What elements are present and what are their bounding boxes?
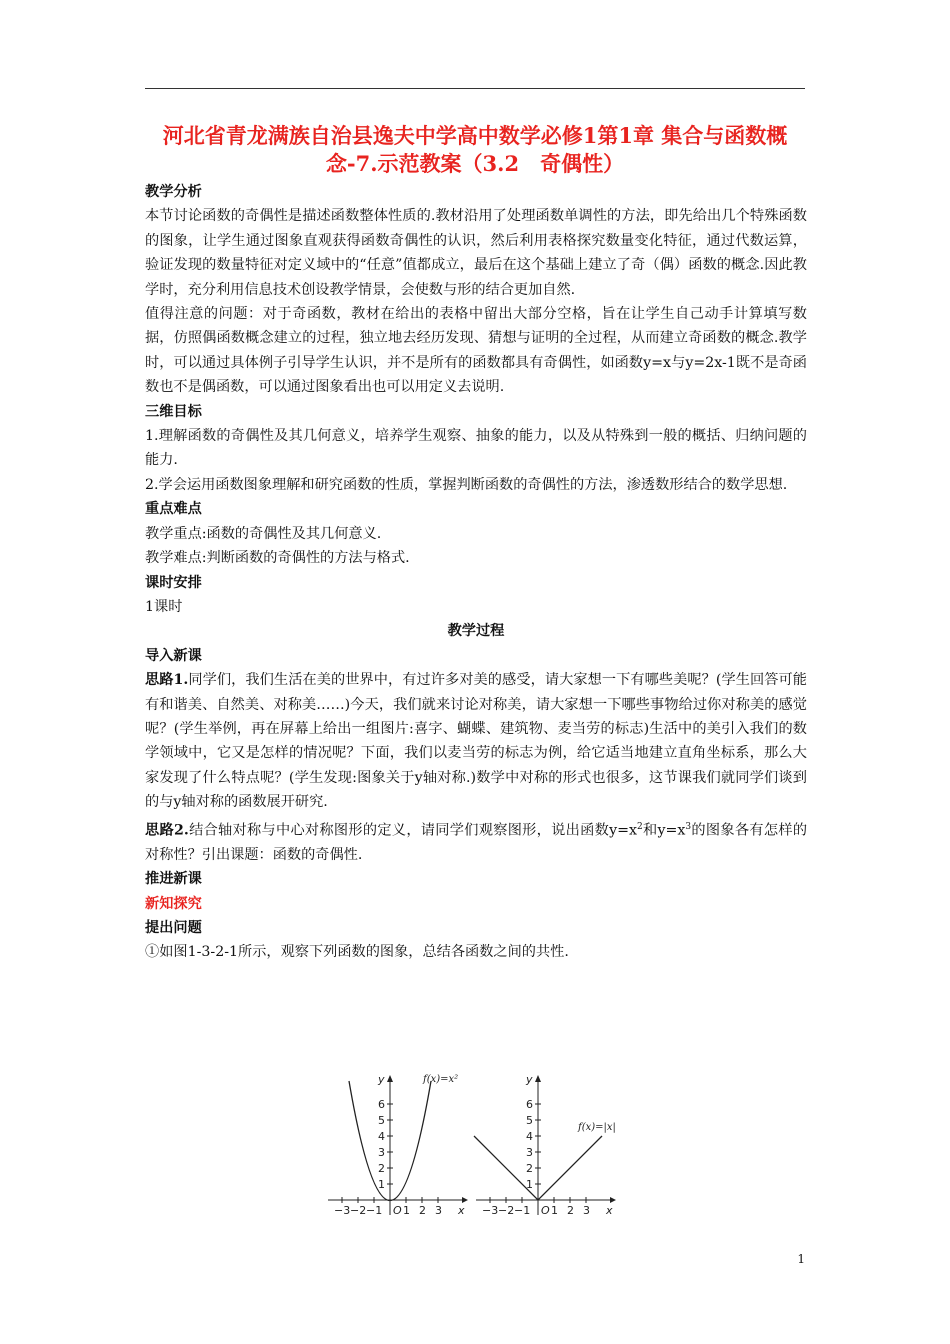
- x-axis-label: x: [606, 1204, 613, 1217]
- idea-2-text-mid: 和y=x: [642, 822, 686, 839]
- x-tick-label: 2: [567, 1204, 574, 1217]
- graph-left-label: f(x)=x²: [423, 1074, 459, 1085]
- idea-2-paragraph: [145, 815, 807, 868]
- section-heading-process: 教学过程: [447, 623, 505, 640]
- section-heading-key-points: 重点难点: [145, 501, 202, 518]
- x-tick-label: 1: [403, 1204, 410, 1217]
- x-tick-label: −1: [366, 1204, 383, 1217]
- x-tick-label: 1: [551, 1204, 558, 1217]
- y-tick-label: 2: [526, 1162, 533, 1175]
- question-1: ①如图1-3-2-1所示，观察下列函数的图象，总结各函数之间的共性.: [145, 944, 569, 961]
- graph-right-label: f(x)=|x|: [578, 1122, 616, 1133]
- header-rule: [145, 88, 805, 89]
- y-tick-label: 4: [526, 1130, 533, 1143]
- analysis-paragraph-2: 值得注意的问题：对于奇函数，教材在给出的表格中留出大部分空格，旨在让学生自己动手计算填写数据，仿照偶函数概念建立的过程，独立地去经历发现、猜想与证明的全过程，从而建立奇函数的概念.教学时，可以通过具体例子引导学生认识，并不是所有的函数都具有奇偶性，如函数y=x与y=2x-1既不是奇函数也不是偶函数，可以通过图象看出也可以用定义去说明.: [145, 306, 807, 396]
- x-tick-label: −2: [350, 1204, 367, 1217]
- section-heading-hours: 课时安排: [145, 574, 202, 591]
- idea-1-text: 同学们，我们生活在美的世界中，有过许多对美的感受，请大家想一下有哪些美呢？(学生回答可能有和谐美、自然美、对称美……)今天，我们就来讨论对称美，请大家想一下哪些事物给过你对称美的感觉呢？(学生举例，再在屏幕上给出一组图片:喜字、蝴蝶、建筑物、麦当劳的标志)生活中的美引入我们的数学领域中，它又是怎样的情况呢？下面，我们以麦当劳的标志为例，给它适当地建立直角坐标系，那么大家发现了什么特点呢？(学生发现:图象关于y轴对称.)数学中对称的形式也很多，这节课我们就同学们谈到的与y轴对称的函数展开研究.: [145, 672, 807, 811]
- graph-x-squared: [320, 1070, 470, 1220]
- x-tick-label: 2: [419, 1204, 426, 1217]
- superscript-2: 2: [636, 821, 643, 832]
- page-number: 1: [797, 1252, 805, 1266]
- y-tick-label: 1: [526, 1178, 533, 1191]
- y-tick-label: 1: [378, 1178, 385, 1191]
- x-tick-label: 3: [435, 1204, 442, 1217]
- y-axis-label: y: [378, 1073, 385, 1086]
- y-tick-label: 3: [526, 1146, 533, 1159]
- section-heading-analysis: 教学分析: [145, 184, 202, 200]
- figure-1-3-2-1: [320, 1070, 630, 1220]
- x-tick-label: −1: [514, 1204, 531, 1217]
- idea-2-label: 思路2.: [145, 822, 189, 839]
- y-axis-label: y: [526, 1073, 533, 1086]
- key-point-1: 教学重点:函数的奇偶性及其几何意义.: [145, 525, 382, 542]
- graph-abs-x: [468, 1070, 628, 1220]
- analysis-paragraph-1: 本节讨论函数的奇偶性是描述函数整体性质的.教材沿用了处理函数单调性的方法，即先给出几个特殊函数的图象，让学生通过图象直观获得函数奇偶性的认识，然后利用表格探究数量变化特征，通过代数运算，验证发现的数量特征对定义域中的“任意”值都成立，最后在这个基础上建立了奇（偶）函数的概念.因此教学时，充分利用信息技术创设教学情景，会使数与形的结合更加自然.: [145, 208, 807, 298]
- document-title: 河北省青龙满族自治县逸夫中学高中数学必修1第1章 集合与函数概念-7.示范教案（3.2 奇偶性）: [162, 123, 788, 176]
- origin-label: O: [541, 1204, 550, 1217]
- idea-1-paragraph: [145, 668, 807, 814]
- goal-item-1: 1.理解函数的奇偶性及其几何意义，培养学生观察、抽象的能力，以及从特殊到一般的概括、归纳问题的能力.: [145, 428, 807, 469]
- idea-2-text-post: 的图象各有怎样的对称性？引出课题：函数的奇偶性.: [145, 822, 808, 863]
- idea-1-label: 思路1.: [145, 672, 189, 689]
- section-heading-explore: 新知探究: [145, 895, 202, 912]
- y-tick-label: 5: [378, 1114, 385, 1127]
- section-heading-question: 提出问题: [145, 919, 202, 936]
- hours-text: 1课时: [145, 598, 183, 615]
- goal-item-2: 2.学会运用函数图象理解和研究函数的性质，掌握判断函数的奇偶性的方法，渗透数形结合的数学思想.: [145, 476, 788, 493]
- y-tick-label: 3: [378, 1146, 385, 1159]
- x-tick-label: −2: [498, 1204, 515, 1217]
- x-tick-label: −3: [334, 1204, 351, 1217]
- x-tick-label: 3: [583, 1204, 590, 1217]
- section-heading-intro: 导入新课: [145, 647, 202, 664]
- y-tick-label: 5: [526, 1114, 533, 1127]
- document-body: [145, 180, 807, 965]
- section-heading-advance: 推进新课: [145, 871, 202, 888]
- x-tick-label: −3: [482, 1204, 499, 1217]
- y-tick-label: 4: [378, 1130, 385, 1143]
- y-tick-label: 2: [378, 1162, 385, 1175]
- key-point-2: 教学难点:判断函数的奇偶性的方法与格式.: [145, 550, 410, 567]
- section-heading-goals: 三维目标: [145, 403, 202, 420]
- y-tick-label: 6: [378, 1098, 385, 1111]
- idea-2-text-pre: 结合轴对称与中心对称图形的定义，请同学们观察图形，说出函数y=x: [188, 822, 637, 839]
- x-axis-label: x: [458, 1204, 465, 1217]
- superscript-3: 3: [685, 821, 692, 832]
- y-tick-label: 6: [526, 1098, 533, 1111]
- origin-label: O: [393, 1204, 402, 1217]
